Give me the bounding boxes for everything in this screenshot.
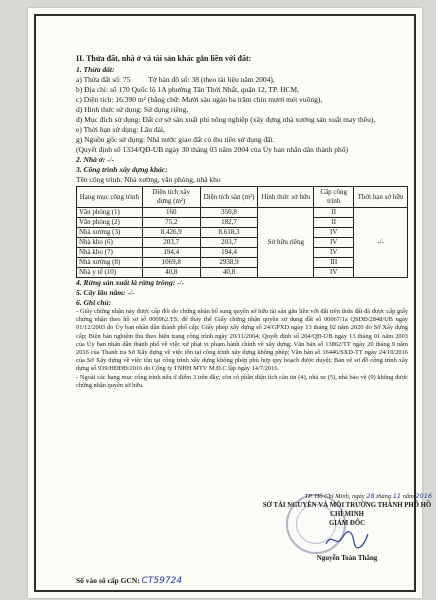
col-header-grade: Cấp công trình (314, 187, 354, 208)
notes-paragraph-2: - Ngoài các hạng mục công trình nêu ở điểm 3 trên đây; còn có phần diện tích cân tin (4), nhà xe (5), nhà bảo vệ (9) không được chứng nhận quyền sở hữu. (76, 373, 408, 389)
row-item: Nhà kho (7) (77, 248, 143, 258)
ownership-cell: Sở hữu riêng (258, 208, 314, 278)
row-grade: II (314, 218, 354, 228)
row-grade: IV (314, 248, 354, 258)
signer-name: Nguyễn Toàn Thắng (316, 554, 378, 562)
certificate-page (28, 8, 432, 598)
row-floor-area: 182,7 (200, 218, 258, 228)
land-parcel-number: a) Thửa đất số: 75 Tờ bản đồ số: 38 (theo tài liệu năm 2004), (76, 75, 275, 84)
row-grade: III (314, 258, 354, 268)
col-header-ownership: Hình thức sở hữu (258, 187, 314, 208)
col-header-build-area: Diện tích xây dựng (m²) (142, 187, 200, 208)
col-header-floor-area: Diện tích sàn (m²) (200, 187, 258, 208)
row-floor-area: 40,8 (200, 268, 258, 278)
works-name: Tên công trình: Nhà xưởng, văn phòng, nhà kho (76, 175, 221, 184)
notes-heading: 6. Ghi chú: (76, 298, 112, 307)
row-item: Nhà y tế (10) (77, 268, 143, 278)
row-floor-area: 350,8 (200, 208, 258, 218)
issue-year: 2016 (415, 492, 432, 500)
row-build-area: 75,2 (142, 218, 200, 228)
row-floor-area: 8.618,3 (200, 228, 258, 238)
forest-value: -/- (177, 278, 185, 287)
row-item: Văn phòng (1) (77, 208, 143, 218)
row-build-area: 160 (142, 208, 200, 218)
gcn-number: CT59724 (141, 576, 183, 586)
row-build-area: 40,8 (142, 268, 200, 278)
table-row (77, 208, 408, 218)
certificate-content (76, 54, 408, 390)
issue-day: 28 (366, 492, 375, 500)
forest-section: 4. Rừng sản xuất là rừng trồng: -/- (76, 278, 185, 287)
land-origin: g) Nguồn gốc sử dụng: Nhà nước giao đất có thu tiền sử dụng đất. (76, 135, 275, 144)
gcn-label: Số vào sổ cấp GCN: (76, 576, 140, 585)
land-address: b) Địa chỉ: số 170 Quốc lộ 1A phường Tân Thới Nhất, quận 12, TP. HCM, (76, 85, 300, 94)
notes-paragraph-1: - Giấy chứng nhận này được cấp đổi do chứng nhận bổ sung quyền sở hữu tài sản gắn liền với đất trên thửa đất đã được cấp giấy chứng nhận theo hồ sơ số 000962.TS; để thay thế Giấy chứng nhận quyền sử dụng đất số 00067/1a QSDĐ/2848/UB ngày 01/12/2003 do Ủy ban nhân dân thành phố cấp; Giấy phép xây dựng số 24/GPXD ngày 13 tháng 02 năm 2020 do Sở Xây dựng cấp; Biên bản nghiệm thu theo hiện trạng công trình ngày 20/11/2004; Quyết định số 204/QĐ-UB ngày 13 tháng 01 năm 2003 của Ủy ban nhân dân thành phố về việc xử phạt vi phạm hành chính về xây dựng; Văn bản số 13862/TT ngày 20 tháng 9 năm 2016 của Thanh tra Sở Xây dựng về việc tồn tại công trình xây dựng không phép; Văn bản số 16446/SXD-TT ngày 24/10/2016 của Sở Xây dựng về việc tồn tại công trình xây dựng không phép phù hợp quy hoạch được duyệt; Bản vẽ sơ đồ công trình xây dựng số 939/HĐĐĐ/2016 do Công ty TNHH MTV M.Đ.C lập ngày 14/7/2016. (76, 308, 408, 373)
row-grade: IV (314, 238, 354, 248)
duration-cell: -/- (354, 208, 408, 278)
row-floor-area: 203,7 (200, 238, 258, 248)
section-title: II. Thửa đất, nhà ở và tài sản khác gắn liền với đất: (76, 54, 252, 63)
land-usage-form: d) Hình thức sử dụng: Sử dụng riêng, (76, 105, 189, 114)
col-header-duration: Thời hạn sở hữu (354, 187, 408, 208)
row-grade: IV (314, 268, 354, 278)
col-header-item: Hạng mục công trình (77, 187, 143, 208)
land-purpose: đ) Mục đích sử dụng: Đất cơ sở sản xuất phi nông nghiệp (xây dựng nhà xưởng sản xuất may thêu), (76, 115, 376, 124)
construction-table (76, 186, 408, 278)
row-build-area: 203,7 (142, 238, 200, 248)
works-heading: 3. Công trình xây dựng khác: (76, 165, 168, 174)
table-header-row (77, 187, 408, 208)
row-build-area: 1069,8 (142, 258, 200, 268)
land-map-sheet: Tờ bản đồ số: 38 (theo tài liệu năm 2004), (148, 75, 275, 84)
issue-date: TP. Hồ Chí Minh, ngày 28 tháng 11 năm 2016 (304, 492, 432, 500)
house-value: -/- (107, 155, 115, 164)
row-item: Nhà xưởng (3) (77, 228, 143, 238)
row-floor-area: 194,4 (200, 248, 258, 258)
row-build-area: 8.426,9 (142, 228, 200, 238)
gcn-registry (76, 576, 182, 586)
issuing-organization: SỞ TÀI NGUYÊN VÀ MÔI TRƯỜNG THÀNH PHỐ HỒ CHÍ MINH (262, 502, 432, 518)
land-heading: 1. Thửa đất: (76, 65, 115, 74)
land-origin-note: (Quyết định số 1334/QĐ-UB ngày 30 tháng 03 năm 2004 của Ủy ban nhân dân thành phố) (76, 145, 349, 154)
issue-month: 11 (392, 492, 401, 500)
row-grade: IV (314, 228, 354, 238)
perennial-value: -/- (127, 288, 135, 297)
row-floor-area: 2938,9 (200, 258, 258, 268)
row-item: Nhà kho (6) (77, 238, 143, 248)
row-item: Văn phòng (2) (77, 218, 143, 228)
row-build-area: 194,4 (142, 248, 200, 258)
land-area: c) Diện tích: 16.390 m² (bằng chữ: Mười sáu ngàn ba trăm chín mươi mét vuông), (76, 95, 323, 104)
row-item: Nhà xưởng (8) (77, 258, 143, 268)
signer-role: GIÁM ĐỐC (328, 520, 366, 527)
row-grade: II (314, 208, 354, 218)
house-section: 2. Nhà ở: -/- (76, 155, 115, 164)
perennial-section: 5. Cây lâu năm: -/- (76, 288, 135, 297)
land-duration: e) Thời hạn sử dụng: Lâu dài, (76, 125, 165, 134)
handwritten-signature (324, 528, 370, 550)
